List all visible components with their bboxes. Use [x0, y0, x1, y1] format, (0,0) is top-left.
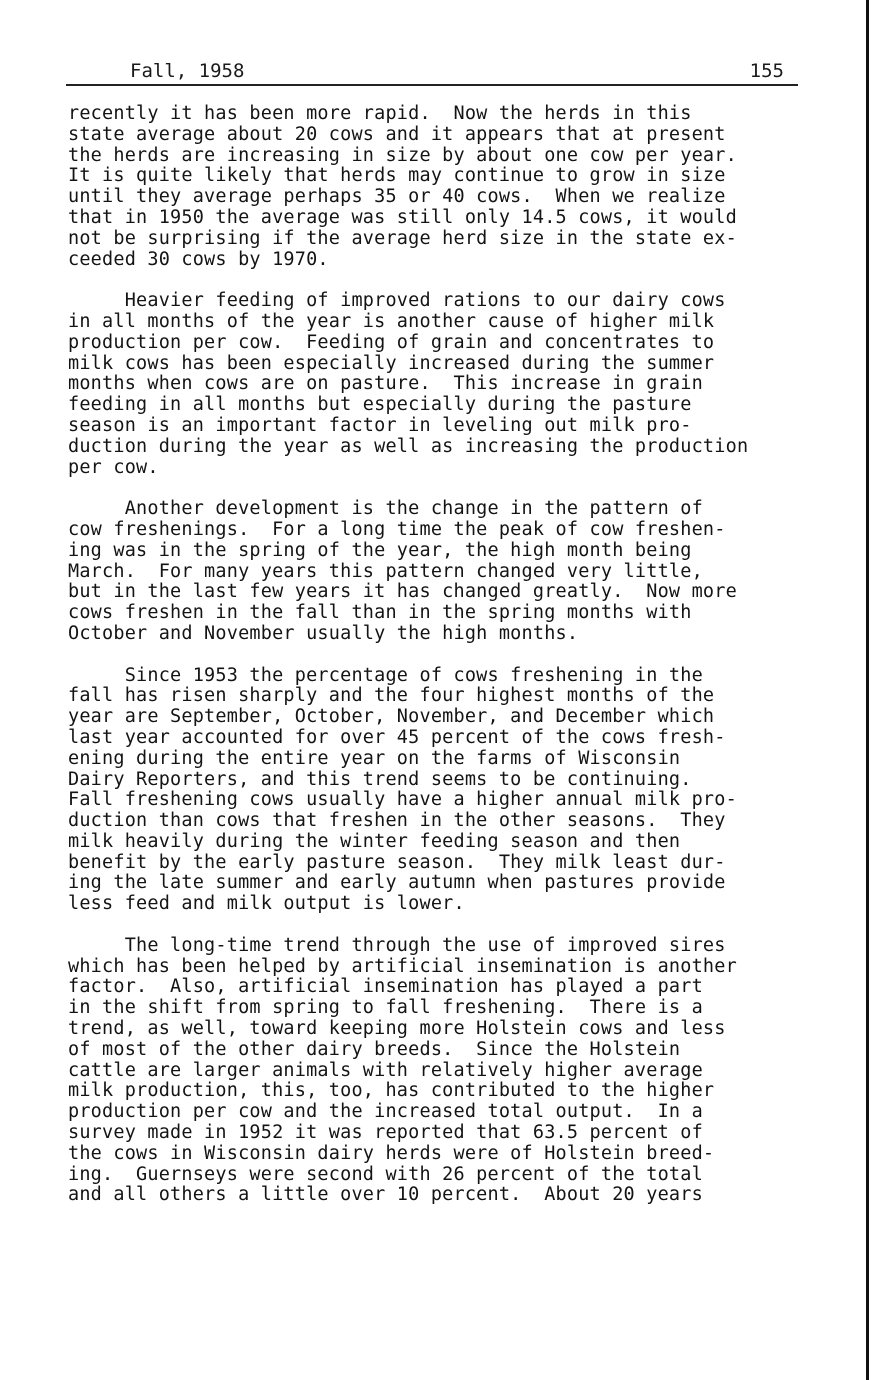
text-line: Heavier feeding of improved rations to our dairy cows: [68, 290, 726, 312]
text-line: but in the last few years it has changed greatly. Now more: [68, 581, 737, 603]
text-line: The long-time trend through the use of improved sires: [68, 934, 726, 956]
paragraph: [68, 936, 848, 1206]
text-line: in all months of the year is another cause of higher milk: [68, 310, 715, 332]
text-line: It is quite likely that herds may continue to grow in size: [68, 165, 726, 187]
text-line: ceeded 30 cows by 1970.: [68, 248, 329, 270]
text-line: of most of the other dairy breeds. Since the Holstein: [68, 1038, 681, 1060]
text-line: ing the late summer and early autumn when pastures provide: [68, 872, 726, 894]
text-line: factor. Also, artificial insemination has played a part: [68, 976, 703, 998]
text-line: last year accounted for over 45 percent of the cows fresh-: [68, 726, 726, 748]
text-line: Fall freshening cows usually have a higher annual milk pro-: [68, 789, 737, 811]
text-line: cow freshenings. For a long time the peak of cow freshen-: [68, 518, 726, 540]
text-line: in the shift from spring to fall freshening. There is a: [68, 997, 703, 1019]
text-line: which has been helped by artificial insemination is another: [68, 955, 737, 977]
text-line: Another development is the change in the pattern of: [68, 498, 703, 520]
text-line: milk heavily during the winter feeding season and then: [68, 830, 681, 852]
text-line: until they average perhaps 35 or 40 cows. When we realize: [68, 186, 726, 208]
text-line: state average about 20 cows and it appears that at present: [68, 123, 726, 145]
text-line: year are September, October, November, and December which: [68, 706, 715, 728]
text-line: October and November usually the high months.: [68, 622, 579, 644]
text-line: production per cow and the increased total output. In a: [68, 1101, 703, 1123]
text-line: the cows in Wisconsin dairy herds were of Holstein breed-: [68, 1142, 715, 1164]
text-line: not be surprising if the average herd size in the state ex-: [68, 227, 737, 249]
text-line: fall has risen sharply and the four highest months of the: [68, 685, 715, 707]
text-line: milk production, this, too, has contributed to the higher: [68, 1080, 715, 1102]
page-number: 155: [749, 60, 784, 82]
paragraph: [68, 666, 848, 916]
text-line: recently it has been more rapid. Now the herds in this: [68, 103, 692, 124]
text-line: per cow.: [68, 456, 159, 478]
text-line: milk cows has been especially increased during the summer: [68, 352, 715, 374]
text-line: that in 1950 the average was still only 14.5 cows, it would: [68, 206, 737, 228]
paragraph: [68, 291, 848, 478]
text-line: Dairy Reporters, and this trend seems to be continuing.: [68, 768, 692, 790]
body-text: [68, 104, 848, 1227]
text-line: ing. Guernseys were second with 26 percent of the total: [68, 1163, 703, 1185]
text-line: and all others a little over 10 percent. About 20 years: [68, 1184, 703, 1206]
text-line: cattle are larger animals with relatively higher average: [68, 1059, 703, 1081]
text-line: duction than cows that freshen in the other seasons. They: [68, 810, 726, 832]
paragraph: [68, 499, 848, 645]
text-line: the herds are increasing in size by about one cow per year.: [68, 144, 737, 166]
text-line: Since 1953 the percentage of cows freshening in the: [68, 664, 703, 686]
paragraph: [68, 104, 848, 270]
text-line: cows freshen in the fall than in the spring months with: [68, 602, 692, 624]
header-title: Fall, 1958: [130, 60, 245, 82]
text-line: season is an important factor in leveling out milk pro-: [68, 414, 692, 436]
text-line: survey made in 1952 it was reported that 63.5 percent of: [68, 1122, 703, 1144]
text-line: trend, as well, toward keeping more Holstein cows and less: [68, 1018, 726, 1040]
running-header: [66, 58, 798, 86]
text-line: duction during the year as well as increasing the production: [68, 435, 749, 457]
text-line: less feed and milk output is lower.: [68, 893, 465, 915]
text-line: benefit by the early pasture season. They milk least dur-: [68, 851, 726, 873]
text-line: March. For many years this pattern changed very little,: [68, 560, 703, 582]
text-line: production per cow. Feeding of grain and concentrates to: [68, 331, 715, 353]
text-line: feeding in all months but especially during the pasture: [68, 394, 692, 416]
text-line: ening during the entire year on the farms of Wisconsin: [68, 747, 681, 769]
text-line: months when cows are on pasture. This increase in grain: [68, 373, 703, 395]
text-line: ing was in the spring of the year, the high month being: [68, 539, 692, 561]
